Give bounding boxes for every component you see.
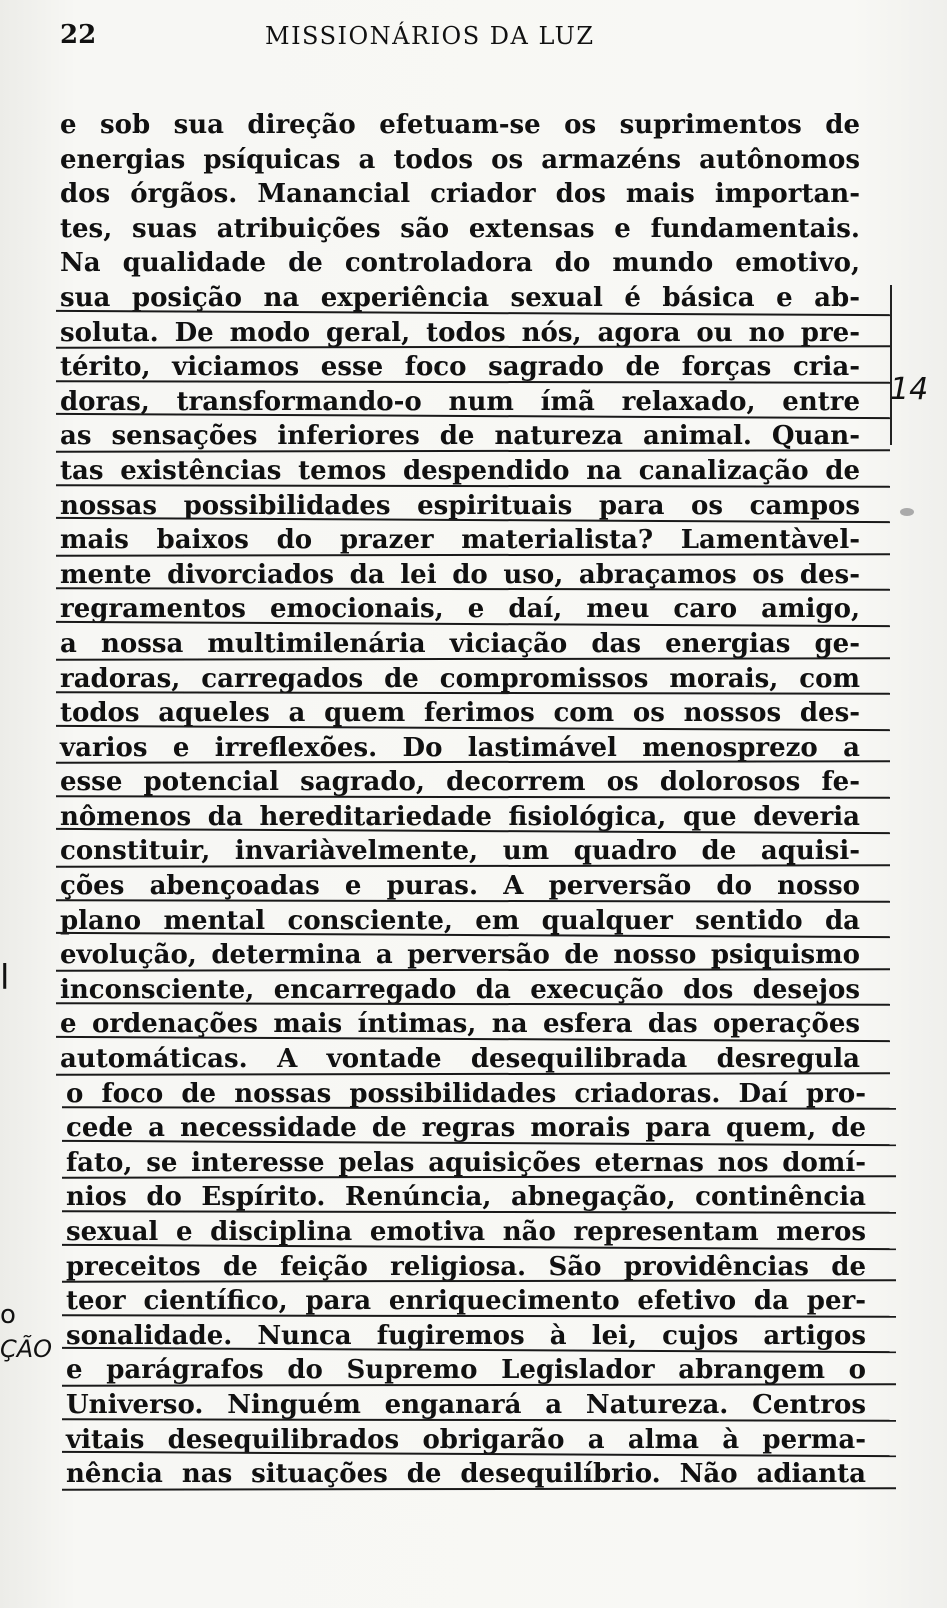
- text-line: nossas possibilidades espirituais para os campos: [60, 489, 860, 524]
- text-line: cede a necessidade de regras morais para quem, de: [66, 1111, 866, 1146]
- text-line: varios e irreflexões. Do lastimável menosprezo a: [60, 731, 860, 766]
- text-line: esse potencial sagrado, decorrem os dolorosos fe-: [60, 765, 860, 800]
- pen-underline: [56, 380, 890, 383]
- paper-speck: [900, 508, 914, 516]
- text-line: inconsciente, encarregado da execução dos desejos: [60, 973, 860, 1008]
- text-line: regramentos emocionais, e daí, meu caro amigo,: [60, 592, 860, 627]
- text-line: a nossa multimilenária viciação das energias ge-: [60, 627, 860, 662]
- running-title: MISSIONÁRIOS DA LUZ: [265, 22, 595, 50]
- text-line: tes, suas atribuições são extensas e fundamentais.: [60, 213, 860, 244]
- pen-underline: [56, 899, 890, 902]
- pen-underline: [62, 1279, 896, 1282]
- text-line: dos órgãos. Manancial criador dos mais importan-: [60, 179, 860, 210]
- text-line: tas existências temos despendido na canalização de: [60, 454, 860, 489]
- text-line: sonalidade. Nunca fugiremos à lei, cujos artigos: [66, 1319, 866, 1354]
- pen-underline: [56, 449, 890, 452]
- text-line: preceitos de feição religiosa. São providências de: [66, 1250, 866, 1285]
- pen-underline: [62, 1383, 896, 1386]
- text-line: soluta. De modo geral, todos nós, agora ou no pre-: [60, 316, 860, 351]
- text-line: automáticas. A vontade desequilibrada desregula: [60, 1042, 860, 1077]
- text-line: o foco de nossas possibilidades criadoras. Daí pro-: [66, 1077, 866, 1112]
- text-line: doras, transformando-o num ímã relaxado, entre: [60, 385, 860, 420]
- text-line: constituir, invariàvelmente, um quadro de aquisi-: [60, 834, 860, 869]
- margin-bracket: [872, 285, 892, 445]
- pen-underline: [56, 588, 890, 591]
- text-line: mente divorciados da lei do uso, abraçamos os des-: [60, 558, 860, 593]
- pen-underline: [56, 553, 890, 556]
- pen-underline: [62, 1176, 896, 1179]
- pen-underline: [62, 1314, 896, 1317]
- pen-underline: [62, 1487, 896, 1490]
- text-line: sexual e disciplina emotiva não representam meros: [66, 1215, 866, 1250]
- text-line: térito, viciamos esse foco sagrado de forças cria-: [60, 350, 860, 385]
- text-line: energias psíquicas a todos os armazéns autônomos: [60, 144, 860, 175]
- pen-underline: [62, 1210, 896, 1213]
- pen-underline: [56, 484, 890, 487]
- pen-underline: [56, 1072, 890, 1075]
- body-text: [60, 108, 880, 1492]
- pen-underline: [56, 968, 890, 971]
- text-line: nômenos da hereditariedade fisiológica, que deveria: [60, 800, 860, 835]
- text-line: as sensações inferiores de natureza animal. Quan-: [60, 419, 860, 454]
- text-line: nência nas situações de desequilíbrio. Não adianta: [66, 1457, 866, 1492]
- pen-underline: [56, 795, 890, 798]
- text-line: fato, se interesse pelas aquisições eternas nos domí-: [66, 1146, 866, 1181]
- text-line: sua posição na experiência sexual é básica e ab-: [60, 281, 860, 316]
- text-line: vitais desequilibrados obrigarão a alma à perma-: [66, 1423, 866, 1458]
- margin-note-left-3: ÇÃO: [0, 1335, 53, 1363]
- pen-underline: [62, 1106, 896, 1109]
- text-line: evolução, determina a perversão de nosso psiquismo: [60, 938, 860, 973]
- text-line: e sob sua direção efetuam-se os suprimentos de: [60, 110, 860, 140]
- text-line: Universo. Ninguém enganará a Natureza. Centros: [66, 1388, 866, 1423]
- pen-underline: [56, 657, 890, 660]
- pen-underline: [56, 345, 890, 348]
- pen-underline: [56, 1003, 890, 1006]
- margin-note-right: 14: [890, 372, 929, 407]
- text-line: Na qualidade de controladora do mundo emotivo,: [60, 248, 860, 279]
- margin-note-left-2: o: [0, 1300, 16, 1330]
- page-number: 22: [60, 20, 97, 50]
- page-header: [60, 20, 890, 60]
- text-line: e ordenações mais íntimas, na esfera das operações: [60, 1007, 860, 1042]
- text-line: mais baixos do prazer materialista? Lamentàvel-: [60, 523, 860, 558]
- pen-underline: [56, 864, 890, 867]
- text-line: e parágrafos do Supremo Legislador abrangem o: [66, 1353, 866, 1388]
- pen-underline: [56, 761, 890, 764]
- text-line: teor científico, para enriquecimento efetivo da per-: [66, 1284, 866, 1319]
- text-line: nios do Espírito. Renúncia, abnegação, continência: [66, 1180, 866, 1215]
- text-line: todos aqueles a quem ferimos com os nossos des-: [60, 696, 860, 731]
- pen-underline: [62, 1418, 896, 1421]
- text-line: plano mental consciente, em qualquer sentido da: [60, 904, 860, 939]
- text-line: radoras, carregados de compromissos morais, com: [60, 662, 860, 697]
- pen-underline: [56, 691, 890, 694]
- text-line: ções abençoadas e puras. A perversão do nosso: [60, 869, 860, 904]
- margin-note-left-1: l: [0, 958, 10, 998]
